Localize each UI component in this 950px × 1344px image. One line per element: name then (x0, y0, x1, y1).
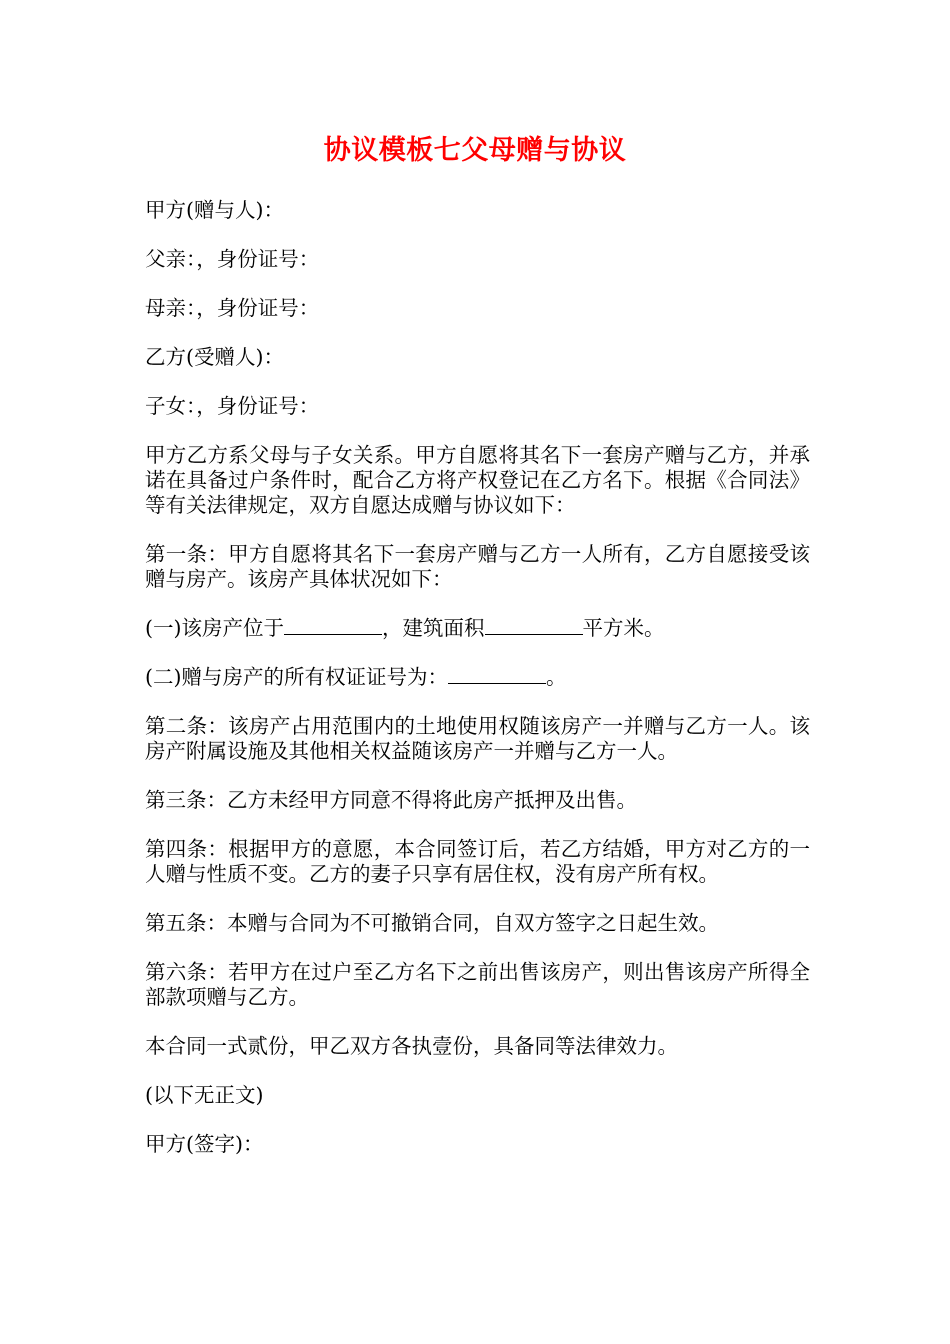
document-title: 协议模板七父母赠与协议 (323, 135, 627, 166)
end-of-text-note: (以下无正文) (145, 1083, 264, 1107)
article-4: 第四条：根据甲方的意愿，本合同签订后，若乙方结婚，甲方对乙方的一人赠与性质不变。乙方的妻子只享有居住权，没有房产所有权。 (145, 837, 810, 886)
child-line: 子女：，身份证号： (145, 394, 320, 418)
article-2: 第二条：该房产占用范围内的土地使用权随该房产一并赠与乙方一人。该房产附属设施及其他相关权益随该房产一并赠与乙方一人。 (145, 714, 810, 763)
copies-clause: 本合同一式贰份，甲乙双方各执壹份，具备同等法律效力。 (145, 1034, 678, 1058)
article-5: 第五条：本赠与合同为不可撤销合同，自双方签字之日起生效。 (145, 911, 719, 935)
preamble-paragraph: 甲方乙方系父母与子女关系。甲方自愿将其名下一套房产赠与乙方，并承诺在具备过户条件时，配合乙方将产权登记在乙方名下。根据《合同法》等有关法律规定，双方自愿达成赠与协议如下： (145, 443, 810, 517)
article-3: 第三条：乙方未经甲方同意不得将此房产抵押及出售。 (145, 788, 637, 812)
mother-line: 母亲：，身份证号： (145, 296, 320, 320)
item-1-middle: ，建筑面积 (382, 616, 485, 640)
party-a-label: 甲方(赠与人)： (145, 198, 284, 222)
item-1-suffix: 平方米。 (582, 616, 665, 640)
area-blank (485, 616, 583, 635)
location-blank (284, 616, 382, 635)
father-line: 父亲：，身份证号： (145, 247, 320, 271)
party-b-label: 乙方(受赠人)： (145, 345, 284, 369)
article-6: 第六条：若甲方在过户至乙方名下之前出售该房产，则出售该房产所得全部款项赠与乙方。 (145, 960, 810, 1009)
party-a-signature-line: 甲方(签字)： (145, 1132, 264, 1156)
item-2-suffix: 。 (546, 665, 567, 689)
document-body (145, 198, 810, 1181)
article-1-item-1 (145, 616, 810, 641)
certificate-number-blank (448, 665, 546, 684)
item-1-prefix: (一)该房产位于 (145, 616, 284, 640)
item-2-prefix: (二)赠与房产的所有权证证号为： (145, 665, 448, 689)
article-1-item-2 (145, 665, 810, 690)
article-1: 第一条：甲方自愿将其名下一套房产赠与乙方一人所有，乙方自愿接受该赠与房产。该房产具体状况如下： (145, 542, 810, 591)
